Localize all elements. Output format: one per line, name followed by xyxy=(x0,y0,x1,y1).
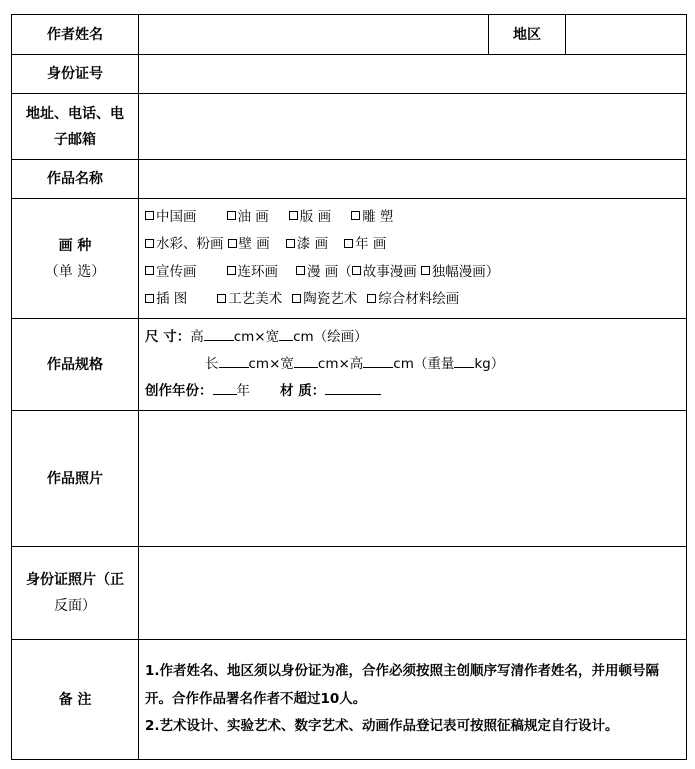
row-photo xyxy=(12,411,687,547)
category-option[interactable]: 陶瓷艺术 xyxy=(292,286,357,314)
category-row xyxy=(145,259,680,287)
width2-label: cm×宽 xyxy=(248,356,294,372)
category-option[interactable]: 综合材料绘画 xyxy=(367,286,459,314)
label-contact-line1: 地址、电话、电 xyxy=(26,105,124,122)
spec-line-size xyxy=(145,324,680,351)
note-item: 2.艺术设计、实验艺术、数字艺术、动画作品登记表可按照征稿规定自行设计。 xyxy=(145,718,619,735)
label-id-photo-line1: 身份证照片（正 xyxy=(26,572,124,588)
label-category-line1: 画 种 xyxy=(58,237,92,254)
height2-label: cm×高 xyxy=(317,356,364,372)
checkbox-icon[interactable] xyxy=(217,294,226,303)
checkbox-icon[interactable] xyxy=(145,211,154,220)
category-option[interactable]: 壁 画 xyxy=(228,231,270,259)
label-category-line2: （单 选） xyxy=(44,263,106,280)
year-label: 创作年份： xyxy=(145,383,213,399)
label-id-photo-line2: 反面） xyxy=(54,598,96,614)
category-option[interactable]: 漫 画（ xyxy=(296,259,352,287)
category-option[interactable]: 工艺美术 xyxy=(217,286,282,314)
category-row xyxy=(145,204,680,232)
label-author-name: 作者姓名 xyxy=(12,15,139,55)
photo-field[interactable] xyxy=(139,411,687,547)
height2-blank[interactable] xyxy=(363,351,393,368)
category-option[interactable]: 油 画 xyxy=(227,204,269,232)
checkbox-icon[interactable] xyxy=(352,266,361,275)
checkbox-icon[interactable] xyxy=(421,266,430,275)
width-blank[interactable] xyxy=(279,324,293,341)
label-photo: 作品照片 xyxy=(12,411,139,547)
label-notes: 备 注 xyxy=(12,640,139,760)
notes-content xyxy=(139,640,687,760)
label-id-number: 身份证号 xyxy=(12,55,139,94)
material-blank[interactable] xyxy=(325,378,381,395)
row-category xyxy=(12,199,687,319)
label-region: 地区 xyxy=(489,15,566,55)
row-notes xyxy=(12,640,687,760)
category-option[interactable]: 中国画 xyxy=(145,204,197,232)
row-id-number xyxy=(12,55,687,94)
category-option[interactable]: 水彩、粉画 xyxy=(145,231,224,259)
category-option[interactable]: 漆 画 xyxy=(286,231,328,259)
work-title-field[interactable] xyxy=(139,160,687,199)
label-contact xyxy=(12,94,139,160)
weight-label: cm（重量 xyxy=(393,356,455,372)
material-label: 材 质： xyxy=(280,383,326,399)
region-field[interactable] xyxy=(566,15,687,55)
category-option[interactable]: 故事漫画 xyxy=(352,259,417,287)
year-unit: 年 xyxy=(236,383,250,399)
height-label: 高 xyxy=(190,329,204,345)
label-spec: 作品规格 xyxy=(12,319,139,411)
checkbox-icon[interactable] xyxy=(344,239,353,248)
id-photo-field[interactable] xyxy=(139,547,687,640)
category-row xyxy=(145,231,680,259)
spec-line-dimensions xyxy=(145,351,680,378)
label-contact-line2: 子邮箱 xyxy=(54,131,96,148)
contact-field[interactable] xyxy=(139,94,687,160)
length-label: 长 xyxy=(205,356,219,372)
row-contact xyxy=(12,94,687,160)
label-category xyxy=(12,199,139,319)
checkbox-icon[interactable] xyxy=(296,266,305,275)
author-name-field[interactable] xyxy=(139,15,489,55)
checkbox-icon[interactable] xyxy=(351,211,360,220)
category-option[interactable]: 年 画 xyxy=(344,231,386,259)
spec-line-year xyxy=(145,378,680,405)
checkbox-icon[interactable] xyxy=(227,266,236,275)
height-blank[interactable] xyxy=(204,324,234,341)
category-options xyxy=(139,199,687,319)
checkbox-icon[interactable] xyxy=(227,211,236,220)
checkbox-icon[interactable] xyxy=(367,294,376,303)
size-label: 尺 寸： xyxy=(145,329,191,345)
checkbox-icon[interactable] xyxy=(292,294,301,303)
weight-blank[interactable] xyxy=(454,351,474,368)
category-option[interactable]: 插 图 xyxy=(145,286,187,314)
registration-form-table xyxy=(11,14,687,760)
weight-unit: kg） xyxy=(474,356,505,372)
width-label: cm×宽 xyxy=(233,329,280,345)
checkbox-icon[interactable] xyxy=(145,266,154,275)
label-id-photo xyxy=(12,547,139,640)
spec-fields xyxy=(139,319,687,411)
id-number-field[interactable] xyxy=(139,55,687,94)
row-author xyxy=(12,15,687,55)
category-option[interactable]: 连环画 xyxy=(227,259,279,287)
category-option[interactable]: 雕 塑 xyxy=(351,204,393,232)
category-option[interactable]: 独幅漫画） xyxy=(421,259,500,287)
painting-unit: cm（绘画） xyxy=(293,329,368,345)
length-blank[interactable] xyxy=(219,351,249,368)
row-id-photo xyxy=(12,547,687,640)
category-option[interactable]: 版 画 xyxy=(289,204,331,232)
width2-blank[interactable] xyxy=(294,351,318,368)
checkbox-icon[interactable] xyxy=(228,239,237,248)
checkbox-icon[interactable] xyxy=(286,239,295,248)
category-option[interactable]: 宣传画 xyxy=(145,259,197,287)
row-spec xyxy=(12,319,687,411)
note-item: 1.作者姓名、地区须以身份证为准，合作必须按照主创顺序写清作者姓名，并用顿号隔开。合作作品署名作者不超过10人。 xyxy=(145,663,660,707)
checkbox-icon[interactable] xyxy=(289,211,298,220)
checkbox-icon[interactable] xyxy=(145,239,154,248)
checkbox-icon[interactable] xyxy=(145,294,154,303)
category-row xyxy=(145,286,680,314)
year-blank[interactable] xyxy=(213,378,237,395)
label-work-title: 作品名称 xyxy=(12,160,139,199)
row-work-title xyxy=(12,160,687,199)
